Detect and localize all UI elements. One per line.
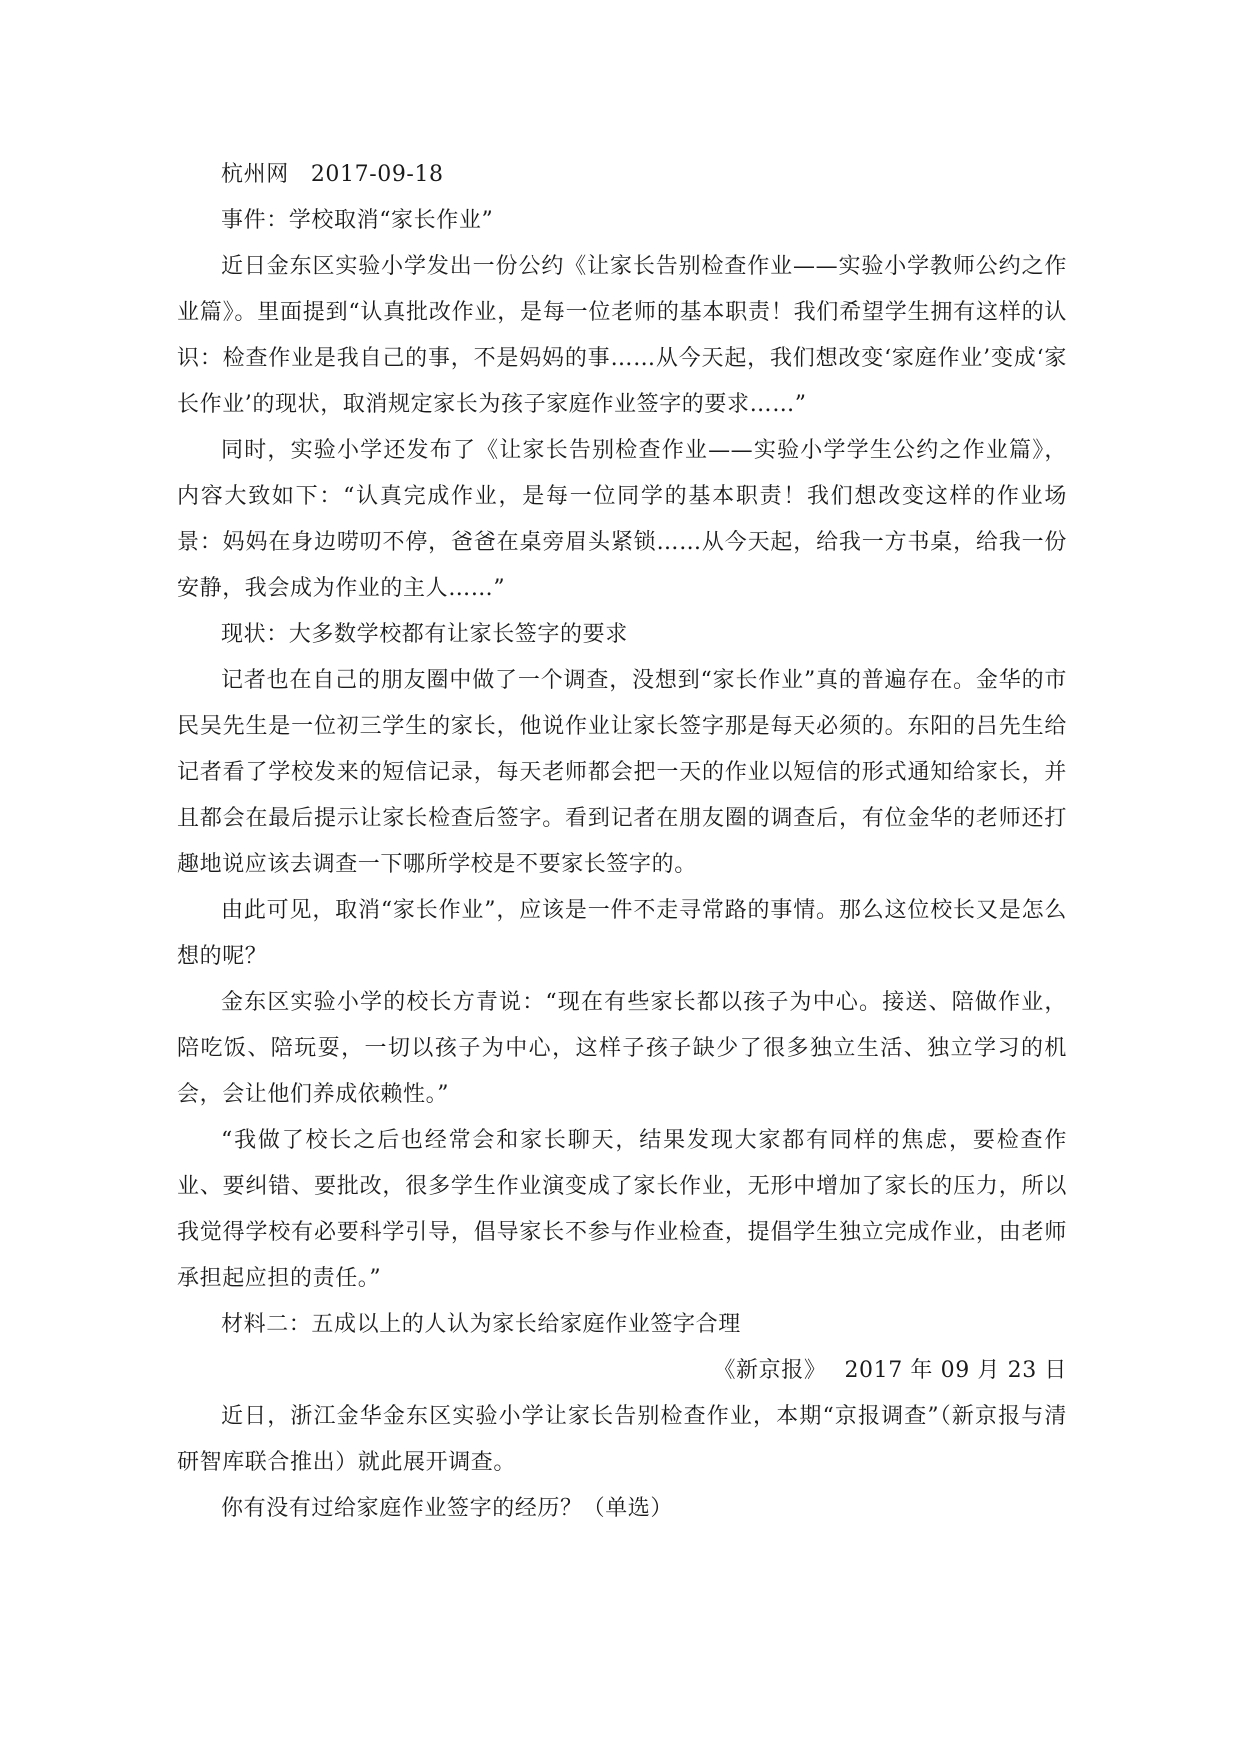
paragraph: 由此可见，取消“家长作业”，应该是一件不走寻常路的事情。那么这位校长又是怎么想的呢？ (177, 898, 1067, 969)
source-date-line (177, 152, 1067, 198)
paragraph: “我做了校长之后也经常会和家长聊天，结果发现大家都有同样的焦虑，要检查作业、要纠错、要批改，很多学生作业演变成了家长作业，无形中增加了家长的压力，所以我觉得学校有必要科学引导，倡导家长不参与作业检查，提倡学生独立完成作业，由老师承担起应担的责任。” (177, 1128, 1067, 1291)
paragraph: 同时，实验小学还发布了《让家长告别检查作业——实验小学学生公约之作业篇》，内容大致如下：“认真完成作业，是每一位同学的基本职责！我们想改变这样的作业场景：妈妈在身边唠叨不停，爸爸在桌旁眉头紧锁……从今天起，给我一方书桌，给我一份安静，我会成为作业的主人……” (177, 438, 1067, 601)
paragraph: 记者也在自己的朋友圈中做了一个调查，没想到“家长作业”真的普遍存在。金华的市民吴先生是一位初三学生的家长，他说作业让家长签字那是每天必须的。东阳的吕先生给记者看了学校发来的短信记录，每天老师都会把一天的作业以短信的形式通知给家长，并且都会在最后提示让家长检查后签字。看到记者在朋友圈的调查后，有位金华的老师还打趣地说应该去调查一下哪所学校是不要家长签字的。 (177, 668, 1067, 877)
section-heading-status: 现状：大多数学校都有让家长签字的要求 (221, 622, 628, 647)
source-name: 杭州网 (221, 162, 289, 187)
survey-question: 你有没有过给家庭作业签字的经历？（单选） (221, 1496, 674, 1521)
material2-source: 《新京报》 (713, 1358, 827, 1383)
material2-date: 2017 年 09 月 23 日 (844, 1358, 1067, 1383)
material2-source-line (177, 1348, 1067, 1394)
paragraph: 金东区实验小学的校长方青说：“现在有些家长都以孩子为中心。接送、陪做作业，陪吃饭、陪玩耍，一切以孩子为中心，这样子孩子缺少了很多独立生活、独立学习的机会，会让他们养成依赖性。” (177, 990, 1067, 1107)
paragraph: 近日金东区实验小学发出一份公约《让家长告别检查作业——实验小学教师公约之作业篇》。里面提到“认真批改作业，是每一位老师的基本职责！我们希望学生拥有这样的认识：检查作业是我自己的事，不是妈妈的事……从今天起，我们想改变‘家庭作业’变成‘家长作业’的现状，取消规定家长为孩子家庭作业签字的要求……” (177, 254, 1067, 417)
section-heading-material2: 材料二：五成以上的人认为家长给家庭作业签字合理 (221, 1312, 741, 1337)
paragraph: 近日，浙江金华金东区实验小学让家长告别检查作业，本期“京报调查”（新京报与清研智库联合推出）就此展开调查。 (177, 1404, 1067, 1475)
section-heading-event: 事件：学校取消“家长作业” (221, 208, 494, 233)
document-body (177, 152, 1067, 1532)
publish-date: 2017-09-18 (310, 162, 444, 187)
